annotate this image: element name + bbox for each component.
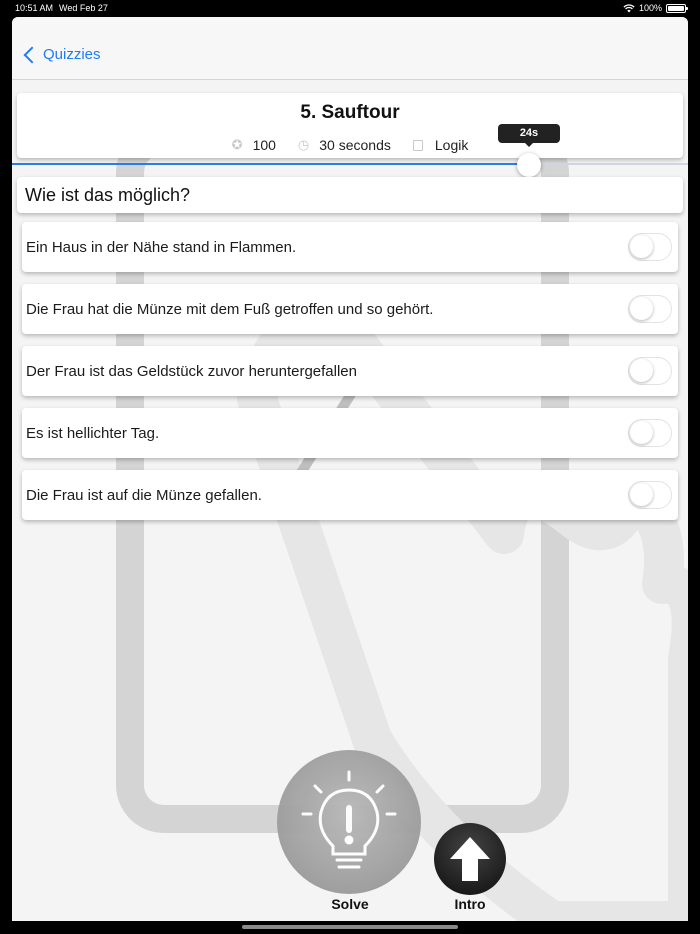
back-button[interactable] xyxy=(22,46,101,63)
answer-row[interactable] xyxy=(22,346,678,396)
points-info xyxy=(232,137,276,153)
wifi-icon xyxy=(623,4,635,13)
answer-label: Die Frau hat die Münze mit dem Fuß getroffen und so gehört. xyxy=(26,301,434,318)
answer-label: Der Frau ist das Geldstück zuvor heruntergefallen xyxy=(26,363,357,380)
status-date: Wed Feb 27 xyxy=(59,3,108,13)
arrow-up-icon xyxy=(434,823,506,895)
status-right xyxy=(623,1,686,15)
points-value: 100 xyxy=(252,137,276,153)
answer-label: Es ist hellichter Tag. xyxy=(26,425,160,442)
star-icon: ✪ xyxy=(231,137,243,152)
back-button-label: Quizzies xyxy=(43,46,101,63)
answer-row[interactable] xyxy=(22,470,678,520)
toggle-knob xyxy=(630,235,653,258)
answer-toggle[interactable] xyxy=(628,233,672,261)
toggle-knob xyxy=(630,359,653,382)
toggle-knob xyxy=(630,297,653,320)
answer-row[interactable] xyxy=(22,408,678,458)
solve-button[interactable] xyxy=(277,750,421,894)
toggle-knob xyxy=(630,483,653,506)
battery-icon xyxy=(666,4,686,13)
timer-thumb[interactable] xyxy=(517,153,541,177)
answer-row[interactable] xyxy=(22,222,678,272)
question-card xyxy=(17,177,683,213)
toggle-knob xyxy=(630,421,653,444)
answer-toggle[interactable] xyxy=(628,419,672,447)
answer-label: Die Frau ist auf die Münze gefallen. xyxy=(26,487,262,504)
clock-icon: ◷ xyxy=(297,137,310,152)
duration-info xyxy=(298,137,391,153)
timer-tooltip: 24s xyxy=(498,124,560,143)
duration-value: 30 seconds xyxy=(319,137,391,153)
lightbulb-icon xyxy=(277,750,421,894)
answer-toggle[interactable] xyxy=(628,295,672,323)
chevron-left-icon xyxy=(24,46,41,63)
navigation-bar xyxy=(12,17,688,80)
battery-percent: 100% xyxy=(638,3,662,13)
answer-toggle[interactable] xyxy=(628,357,672,385)
answer-row[interactable] xyxy=(22,284,678,334)
quiz-header-card xyxy=(17,93,683,158)
status-bar xyxy=(0,0,700,16)
home-indicator[interactable] xyxy=(242,925,458,929)
status-time: 10:51 AM xyxy=(15,3,54,13)
intro-label: Intro xyxy=(454,896,486,912)
answer-toggle[interactable] xyxy=(628,481,672,509)
category-info xyxy=(413,137,468,153)
quiz-meta xyxy=(17,137,683,153)
solve-label: Solve xyxy=(331,896,369,912)
category-value: Logik xyxy=(434,137,469,153)
intro-button[interactable] xyxy=(434,823,506,895)
book-icon xyxy=(413,140,423,151)
answer-label: Ein Haus in der Nähe stand in Flammen. xyxy=(26,239,297,256)
quiz-title: 5. Sauftour xyxy=(300,102,400,123)
timer-fill xyxy=(12,163,529,165)
app-screen xyxy=(12,17,688,921)
question-text: Wie ist das möglich? xyxy=(25,185,191,205)
